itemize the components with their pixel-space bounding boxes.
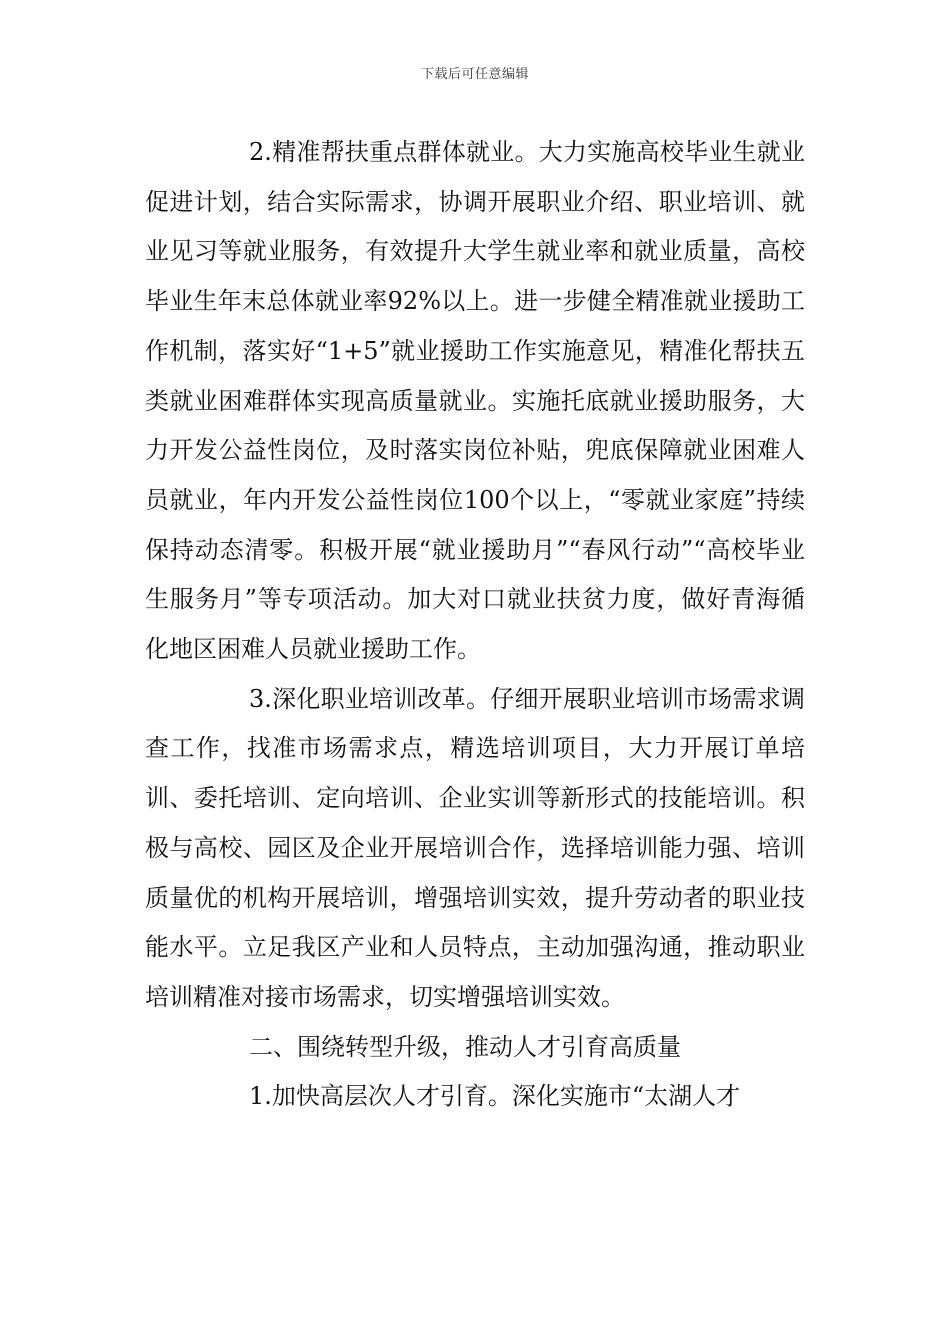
document-body [145, 128, 805, 1122]
paragraph-vocational-training: 3.深化职业培训改革。仔细开展职业培训市场需求调查工作，找准市场需求点，精选培训项目，大力开展订单培训、委托培训、定向培训、企业实训等新形式的技能培训。积极与高校、园区及企业开展培训合作，选择培训能力强、培训质量优的机构开展培训，增强培训实效，提升劳动者的职业技能水平。立足我区产业和人员特点，主动加强沟通，推动职业培训精准对接市场需求，切实增强培训实效。 [145, 684, 805, 1011]
paragraph-employment-assistance: 2.精准帮扶重点群体就业。大力实施高校毕业生就业促进计划，结合实际需求，协调开展职业介绍、职业培训、就业见习等就业服务，有效提升大学生就业率和就业质量，高校毕业生年末总体就业率92%以上。进一步健全精准就业援助工作机制，落实好“1+5”就业援助工作实施意见，精准化帮扶五类就业困难群体实现高质量就业。实施托底就业援助服务，大力开发公益性岗位，及时落实岗位补贴，兜底保障就业困难人员就业，年内开发公益性岗位100个以上，“零就业家庭”持续保持动态清零。积极开展“就业援助月”“春风行动”“高校毕业生服务月”等专项活动。加大对口就业扶贫力度，做好青海循化地区困难人员就业援助工作。 [145, 138, 805, 664]
paragraph-talent-introduction: 1.加快高层次人才引育。深化实施市“太湖人才 [249, 1082, 741, 1111]
section-heading-talent: 二、围绕转型升级，推动人才引育高质量 [249, 1032, 681, 1061]
page-header-note: 下载后可任意编辑 [420, 67, 529, 82]
